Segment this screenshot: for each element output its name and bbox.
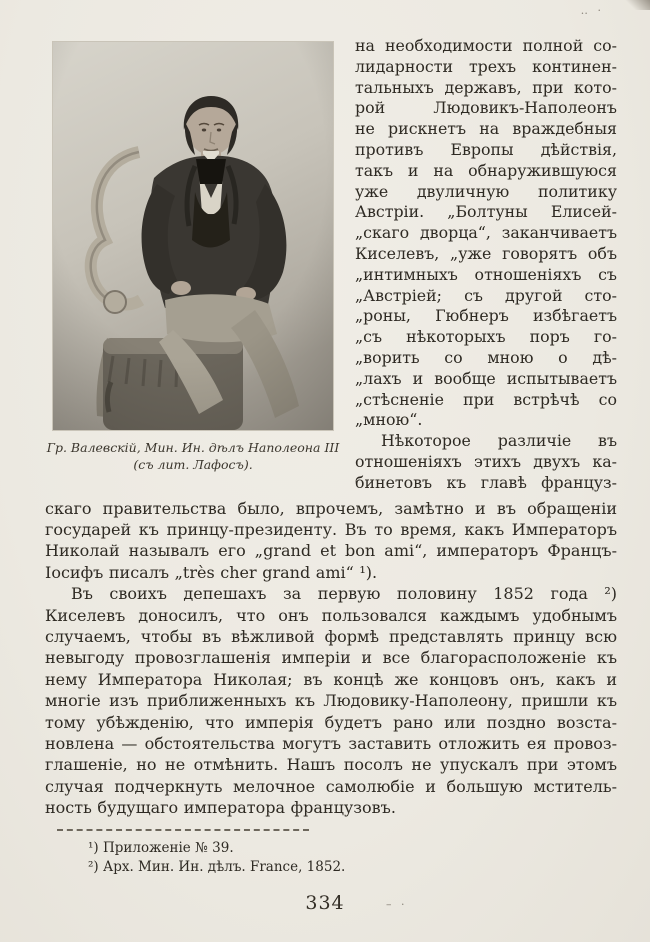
text-line: „Австріей; съ другой сто-	[355, 285, 617, 305]
body-paragraph	[45, 583, 617, 818]
text-line: многіе изъ приближенныхъ къ Людовику-Наполеону, пришли къ	[45, 691, 617, 711]
text-line: глашеніе, но не отмѣнить. Нашъ посолъ не упускалъ при этомъ	[45, 755, 617, 775]
caption-line: Гр. Валевскій, Мин. Ин. дѣлъ Наполеона III	[46, 440, 340, 455]
text-line: Въ своихъ депешахъ за первую половину 1852 года ²)	[71, 584, 617, 604]
text-line: уже двуличную политику	[355, 181, 617, 201]
text-line: невыгоду провозглашенія имперіи и все благорасположеніе къ	[45, 648, 617, 668]
body-paragraph	[45, 498, 617, 584]
scan-corner-shadow	[624, 0, 650, 10]
portrait-photo	[53, 42, 333, 430]
page-number: 334	[305, 891, 345, 914]
text-line: Николай называлъ его „grand et bon ami“, императоръ Францъ-	[45, 541, 617, 561]
text-line: не рискнетъ на враждебныя	[355, 119, 617, 139]
text-line: рой Людовикъ-Наполеонъ	[355, 98, 617, 118]
footnote-line: ²) Арх. Мин. Ин. дѣлъ. France, 1852.	[88, 859, 346, 876]
text-line: такъ и на обнаружившуюся	[355, 160, 617, 180]
text-line: тому убѣжденію, что имперія будетъ рано или поздно возста-	[45, 712, 617, 732]
footnote-separator	[57, 829, 309, 831]
footnote-line: ¹) Приложеніе № 39.	[88, 839, 234, 856]
text-line: бинетовъ къ главѣ француз-	[355, 472, 617, 492]
text-line: „лахъ и вообще испытываетъ	[355, 368, 617, 388]
figure	[45, 36, 341, 494]
caption-line: (съ лит. Лафосъ).	[133, 457, 253, 472]
main-text	[0, 494, 650, 819]
text-line: скаго правительства было, впрочемъ, замѣтно и въ обращеніи	[45, 498, 617, 518]
text-line: „ворить со мною о дѣ-	[355, 347, 617, 367]
text-line: „мною“.	[355, 410, 423, 430]
text-line: нему Императора Николая; въ концѣ же концовъ онъ, какъ и	[45, 669, 617, 689]
text-line: случаемъ, чтобы въ вѣжливой формѣ представлять принцу всю	[45, 626, 617, 646]
column-paragraph	[355, 431, 617, 493]
text-line: „роны, Гюбнеръ избѣгаетъ	[355, 306, 617, 326]
photo-vignette	[53, 42, 333, 430]
text-line: Киселевъ доносилъ, что онъ пользовался каждымъ удобнымъ	[45, 605, 617, 625]
text-line: отношеніяхъ этихъ двухъ ка-	[355, 451, 617, 471]
text-line: лидарности трехъ континен-	[355, 56, 617, 76]
text-line: „съ нѣкоторыхъ поръ го-	[355, 327, 617, 347]
column-paragraph	[355, 36, 617, 431]
page-number-row	[0, 892, 650, 914]
pencil-mark-bottom: – ·	[386, 897, 408, 911]
text-line: „стѣсненіе при встрѣчѣ со	[355, 389, 617, 409]
text-line: Нѣкоторое различіе въ	[381, 431, 617, 451]
text-line: „скаго дворца“, заканчиваетъ	[355, 223, 617, 243]
pencil-mark-top: ‥ ·	[580, 4, 604, 17]
portrait-illustration	[53, 42, 333, 430]
text-line: противъ Европы дѣйствія,	[355, 139, 617, 159]
figure-caption	[45, 439, 341, 473]
text-line: государей къ принцу-президенту. Въ то время, какъ Императоръ	[45, 519, 617, 539]
text-line: тальныхъ державъ, при кото-	[355, 77, 617, 97]
text-line: Іосифъ писалъ „très cher grand ami“ ¹).	[45, 562, 378, 582]
text-line: случая подчеркнуть мелочное самолюбіе и большую мститель-	[45, 776, 617, 796]
text-line: ность будущаго императора французовъ.	[45, 798, 396, 818]
text-line: новлена — обстоятельства могутъ заставить отложить ея провоз-	[45, 734, 617, 753]
text-column	[355, 36, 617, 494]
text-line: „интимныхъ отношеніяхъ съ	[355, 264, 617, 284]
text-line: на необходимости полной со-	[355, 36, 617, 55]
text-line: Киселевъ, „уже говорятъ объ	[355, 243, 617, 263]
footnotes	[88, 839, 650, 878]
text-line: Австріи. „Болтуны Елисей-	[355, 202, 617, 222]
